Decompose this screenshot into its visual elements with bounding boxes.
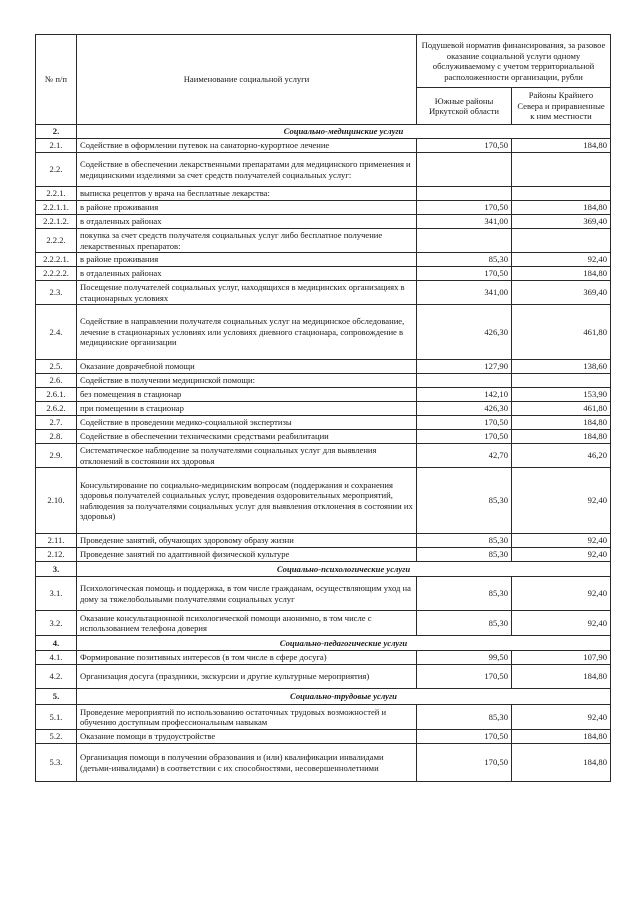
table-row xyxy=(36,229,611,253)
row-number: 5.2. xyxy=(36,730,77,744)
row-number: 3.2. xyxy=(36,611,77,636)
table-row xyxy=(36,468,611,534)
row-number: 3.1. xyxy=(36,577,77,611)
table-row xyxy=(36,548,611,562)
header-row xyxy=(36,35,611,88)
north-price: 184,80 xyxy=(512,201,611,215)
table-row xyxy=(36,611,611,636)
row-number: 2.11. xyxy=(36,534,77,548)
row-number: 2.2.1.2. xyxy=(36,215,77,229)
header-service-name: Наименование социальной услуги xyxy=(77,35,417,125)
table-row xyxy=(36,139,611,153)
service-name: Содействие в обеспечении лекарственными препаратами для медицинского применения и медицинскими изделиями за счет средств получателей социальных услуг: xyxy=(77,153,417,187)
service-name: в отдаленных районах xyxy=(77,267,417,281)
south-price: 426,30 xyxy=(417,402,512,416)
south-price: 85,30 xyxy=(417,468,512,534)
table-row xyxy=(36,388,611,402)
table-row xyxy=(36,153,611,187)
north-price: 461,80 xyxy=(512,402,611,416)
south-price: 170,50 xyxy=(417,416,512,430)
service-name: Проведение мероприятий по использованию остаточных трудовых возможностей и обучению доступным профессиональным навыкам xyxy=(77,705,417,730)
north-price: 184,80 xyxy=(512,730,611,744)
south-price: 170,50 xyxy=(417,430,512,444)
header-number: № п/п xyxy=(36,35,77,125)
section-row xyxy=(36,636,611,651)
table-row xyxy=(36,374,611,388)
row-number: 4.1. xyxy=(36,651,77,665)
row-number: 2.2.2.2. xyxy=(36,267,77,281)
section-number: 4. xyxy=(36,636,77,651)
service-name: Организация помощи в получении образования и (или) квалификации инвалидами (детьми-инвалидами) в соответствии с их способностями, несовершеннолетними xyxy=(77,744,417,782)
table-row xyxy=(36,651,611,665)
section-title: Социально-трудовые услуги xyxy=(77,689,611,705)
section-number: 3. xyxy=(36,562,77,577)
row-number: 5.1. xyxy=(36,705,77,730)
row-number: 2.9. xyxy=(36,444,77,468)
north-price: 184,80 xyxy=(512,665,611,689)
service-name: Содействие в обеспечении техническими средствами реабилитации xyxy=(77,430,417,444)
service-name: Посещение получателей социальных услуг, находящихся в медицинских организациях в стационарных условиях xyxy=(77,281,417,305)
south-price: 42,70 xyxy=(417,444,512,468)
north-price: 92,40 xyxy=(512,253,611,267)
south-price: 170,50 xyxy=(417,267,512,281)
south-price: 170,50 xyxy=(417,730,512,744)
row-number: 2.8. xyxy=(36,430,77,444)
north-price: 184,80 xyxy=(512,416,611,430)
table-row xyxy=(36,705,611,730)
south-price: 170,50 xyxy=(417,201,512,215)
row-number: 4.2. xyxy=(36,665,77,689)
north-price: 107,90 xyxy=(512,651,611,665)
services-table xyxy=(35,34,611,782)
service-name: без помещения в стационар xyxy=(77,388,417,402)
south-price: 142,10 xyxy=(417,388,512,402)
section-row xyxy=(36,125,611,139)
table-row xyxy=(36,416,611,430)
south-price: 85,30 xyxy=(417,253,512,267)
table-row xyxy=(36,665,611,689)
row-number: 2.2. xyxy=(36,153,77,187)
service-name: в районе проживания xyxy=(77,253,417,267)
section-title: Социально-медицинские услуги xyxy=(77,125,611,139)
north-price: 92,40 xyxy=(512,611,611,636)
table-row xyxy=(36,730,611,744)
south-price: 426,30 xyxy=(417,305,512,360)
row-number: 2.3. xyxy=(36,281,77,305)
service-name: в отдаленных районах xyxy=(77,215,417,229)
service-name: Содействие в направлении получателя социальных услуг на медицинское обследование, лечение в стационарных условиях или условиях дневного стационара, сопровождение в медицинские организации xyxy=(77,305,417,360)
service-name: Организация досуга (праздники, экскурсии и другие культурные мероприятия) xyxy=(77,665,417,689)
table-row xyxy=(36,201,611,215)
table-row xyxy=(36,534,611,548)
service-name: выписка рецептов у врача на бесплатные лекарства: xyxy=(77,187,417,201)
section-title: Социально-педагогические услуги xyxy=(77,636,611,651)
service-name: Оказание доврачебной помощи xyxy=(77,360,417,374)
north-price: 46,20 xyxy=(512,444,611,468)
service-name: Проведение занятий по адаптивной физической культуре xyxy=(77,548,417,562)
table-row xyxy=(36,444,611,468)
row-number: 2.2.2.1. xyxy=(36,253,77,267)
south-price: 341,00 xyxy=(417,281,512,305)
table-row xyxy=(36,267,611,281)
service-name: Содействие в получении медицинской помощи: xyxy=(77,374,417,388)
south-price xyxy=(417,187,512,201)
row-number: 2.10. xyxy=(36,468,77,534)
table-row xyxy=(36,253,611,267)
service-name: Консультирование по социально-медицинским вопросам (поддержания и сохранения здоровья получателей социальных услуг, проведения оздоровительных мероприятий, наблюдения за получателями социальных услуг для выявления отклонения в состоянии их здоровья) xyxy=(77,468,417,534)
row-number: 2.6. xyxy=(36,374,77,388)
table-row xyxy=(36,744,611,782)
north-price: 184,80 xyxy=(512,744,611,782)
row-number: 2.6.2. xyxy=(36,402,77,416)
header-south-regions: Южные районы Иркутской области xyxy=(417,88,512,125)
south-price: 170,50 xyxy=(417,744,512,782)
table-row xyxy=(36,402,611,416)
table-row xyxy=(36,187,611,201)
south-price: 341,00 xyxy=(417,215,512,229)
table-row xyxy=(36,281,611,305)
north-price: 138,60 xyxy=(512,360,611,374)
section-row xyxy=(36,562,611,577)
north-price: 369,40 xyxy=(512,215,611,229)
service-name: Оказание консультационной психологической помощи анонимно, в том числе с использованием телефона доверия xyxy=(77,611,417,636)
north-price xyxy=(512,229,611,253)
south-price xyxy=(417,374,512,388)
service-name: Систематическое наблюдение за получателями социальных услуг для выявления отклонений в состоянии их здоровья xyxy=(77,444,417,468)
north-price: 184,80 xyxy=(512,430,611,444)
service-name: Формирование позитивных интересов (в том числе в сфере досуга) xyxy=(77,651,417,665)
header-north-regions: Районы Крайнего Севера и приравненные к ним местности xyxy=(512,88,611,125)
table-row xyxy=(36,360,611,374)
south-price: 85,30 xyxy=(417,534,512,548)
row-number: 2.1. xyxy=(36,139,77,153)
south-price xyxy=(417,153,512,187)
north-price: 369,40 xyxy=(512,281,611,305)
table-row xyxy=(36,215,611,229)
row-number: 2.5. xyxy=(36,360,77,374)
service-name: в районе проживания xyxy=(77,201,417,215)
row-number: 2.6.1. xyxy=(36,388,77,402)
north-price: 92,40 xyxy=(512,577,611,611)
north-price: 461,80 xyxy=(512,305,611,360)
row-number: 2.2.1. xyxy=(36,187,77,201)
south-price: 85,30 xyxy=(417,611,512,636)
south-price: 85,30 xyxy=(417,548,512,562)
north-price xyxy=(512,187,611,201)
service-name: Психологическая помощь и поддержка, в том числе гражданам, осуществляющим уход на дому за тяжелобольными получателями социальных услуг xyxy=(77,577,417,611)
north-price: 184,80 xyxy=(512,139,611,153)
table-row xyxy=(36,430,611,444)
row-number: 2.4. xyxy=(36,305,77,360)
row-number: 2.2.1.1. xyxy=(36,201,77,215)
section-number: 5. xyxy=(36,689,77,705)
south-price xyxy=(417,229,512,253)
service-name: Проведение занятий, обучающих здоровому образу жизни xyxy=(77,534,417,548)
south-price: 127,90 xyxy=(417,360,512,374)
section-title: Социально-психологические услуги xyxy=(77,562,611,577)
south-price: 170,50 xyxy=(417,139,512,153)
table-row xyxy=(36,577,611,611)
section-row xyxy=(36,689,611,705)
row-number: 2.7. xyxy=(36,416,77,430)
north-price xyxy=(512,374,611,388)
service-name: Содействие в проведении медико-социальной экспертизы xyxy=(77,416,417,430)
row-number: 2.2.2. xyxy=(36,229,77,253)
north-price xyxy=(512,153,611,187)
table-row xyxy=(36,305,611,360)
south-price: 99,50 xyxy=(417,651,512,665)
south-price: 85,30 xyxy=(417,577,512,611)
north-price: 184,80 xyxy=(512,267,611,281)
row-number: 5.3. xyxy=(36,744,77,782)
south-price: 170,50 xyxy=(417,665,512,689)
service-name: при помещении в стационар xyxy=(77,402,417,416)
north-price: 92,40 xyxy=(512,534,611,548)
service-name: Оказание помощи в трудоустройстве xyxy=(77,730,417,744)
south-price: 85,30 xyxy=(417,705,512,730)
service-name: Содействие в оформлении путевок на санаторно-курортное лечение xyxy=(77,139,417,153)
north-price: 92,40 xyxy=(512,548,611,562)
north-price: 92,40 xyxy=(512,705,611,730)
north-price: 153,90 xyxy=(512,388,611,402)
row-number: 2.12. xyxy=(36,548,77,562)
service-name: покупка за счет средств получателя социальных услуг либо бесплатное получение лекарственных препаратов: xyxy=(77,229,417,253)
header-funding-norm: Подушевой норматив финансирования, за разовое оказание социальной услуги одному обслуживаемому с учетом территориальной расположенности организации, рубли xyxy=(417,35,611,88)
section-number: 2. xyxy=(36,125,77,139)
north-price: 92,40 xyxy=(512,468,611,534)
